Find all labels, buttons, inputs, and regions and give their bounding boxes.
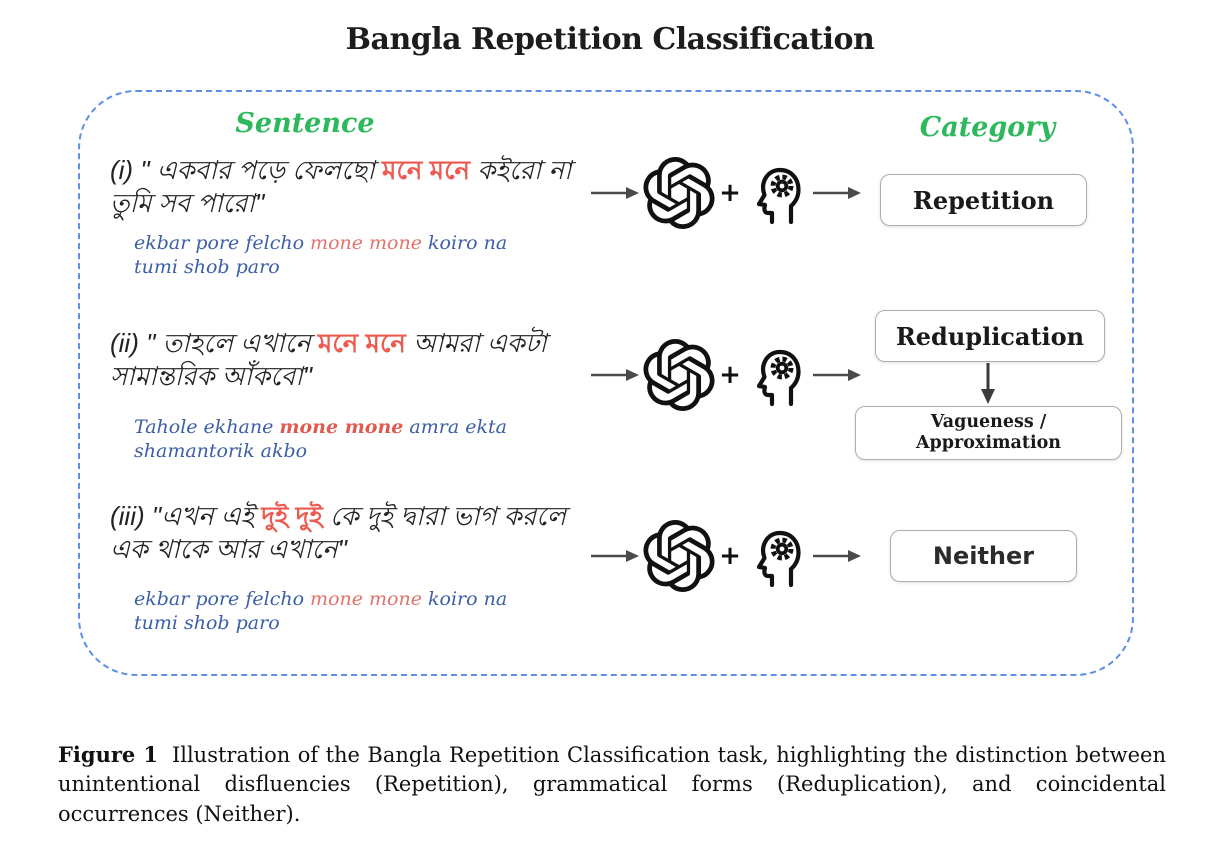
right-arrow-icon [812, 184, 862, 202]
figure-caption-label: Figure 1 [58, 742, 158, 767]
openai-logo-icon [643, 157, 715, 229]
model-pipeline-2 [590, 334, 862, 416]
figure-title: Bangla Repetition Classification [345, 22, 875, 57]
transliteration-2 [134, 416, 549, 464]
transliteration-3 [134, 588, 549, 636]
bangla-text: (ii) " তাহলে এখানে [110, 328, 318, 358]
bangla-highlight: মনে মনে [317, 328, 406, 358]
head-gear-icon [745, 524, 809, 588]
translit-highlight: mone mone [310, 588, 422, 610]
bangla-sentence-1 [110, 154, 600, 221]
bangla-text: (iii) "এখন এই [110, 501, 262, 531]
figure-caption [58, 740, 1166, 829]
subcategory-line-2: Approximation [915, 433, 1061, 453]
bangla-text: আমরা একটা সামান্তরিক আঁকবো" [110, 328, 547, 392]
figure-caption-text: Illustration of the Bangla Repetition Classification task, highlighting the distinction between unintentional disfluencies (Repetition), grammatical forms (Reduplication), and coincidental occurrences (Neither). [58, 743, 1167, 826]
plus-sign: + [719, 178, 741, 208]
bangla-sentence-2 [110, 327, 600, 394]
openai-logo-icon [643, 339, 715, 411]
dashed-border-panel [78, 90, 1134, 676]
bangla-highlight: মনে মনে [382, 155, 471, 185]
translit-text: ekbar pore felcho [134, 232, 311, 254]
translit-text: Tahole ekhane [134, 416, 280, 438]
translit-text: koiro na tumi shob paro [134, 588, 508, 634]
translit-text: koiro na tumi shob paro [134, 232, 508, 278]
bangla-text: (i) " একবার পড়ে ফেলছো [110, 155, 383, 185]
translit-highlight: mone mone [310, 232, 422, 254]
down-arrow-icon [977, 362, 999, 406]
plus-sign: + [719, 541, 741, 571]
bangla-sentence-3 [110, 500, 600, 567]
bangla-text: কইরো না তুমি সব পারো" [110, 155, 572, 219]
category-label: Reduplication [895, 321, 1085, 351]
head-gear-icon [745, 161, 809, 225]
translit-text: ekbar pore felcho [134, 588, 311, 610]
sentence-column-header: Sentence [235, 108, 375, 139]
category-column-header: Category [919, 112, 1056, 143]
bangla-highlight: দুই দুই [261, 501, 323, 531]
category-label: Repetition [912, 185, 1055, 215]
right-arrow-icon [812, 547, 862, 565]
right-arrow-icon [812, 366, 862, 384]
model-pipeline-1 [590, 152, 862, 234]
transliteration-1 [134, 232, 549, 280]
translit-highlight: mone mone [279, 416, 404, 438]
translit-text: amra ekta shamantorik akbo [134, 416, 507, 462]
category-box-reduplication [875, 310, 1105, 362]
category-label: Neither [932, 542, 1035, 570]
plus-sign: + [719, 360, 741, 390]
category-box-vagueness-approximation [855, 406, 1122, 460]
subcategory-line-1: Vagueness / [930, 412, 1047, 433]
category-box-repetition [880, 174, 1087, 226]
right-arrow-icon [590, 184, 640, 202]
head-gear-icon [745, 343, 809, 407]
right-arrow-icon [590, 366, 640, 384]
model-pipeline-3 [590, 515, 862, 597]
openai-logo-icon [643, 520, 715, 592]
category-box-neither [890, 530, 1077, 582]
bangla-text: কে দুই দ্বারা ভাগ করলে এক থাকে আর এখানে" [110, 501, 566, 565]
right-arrow-icon [590, 547, 640, 565]
